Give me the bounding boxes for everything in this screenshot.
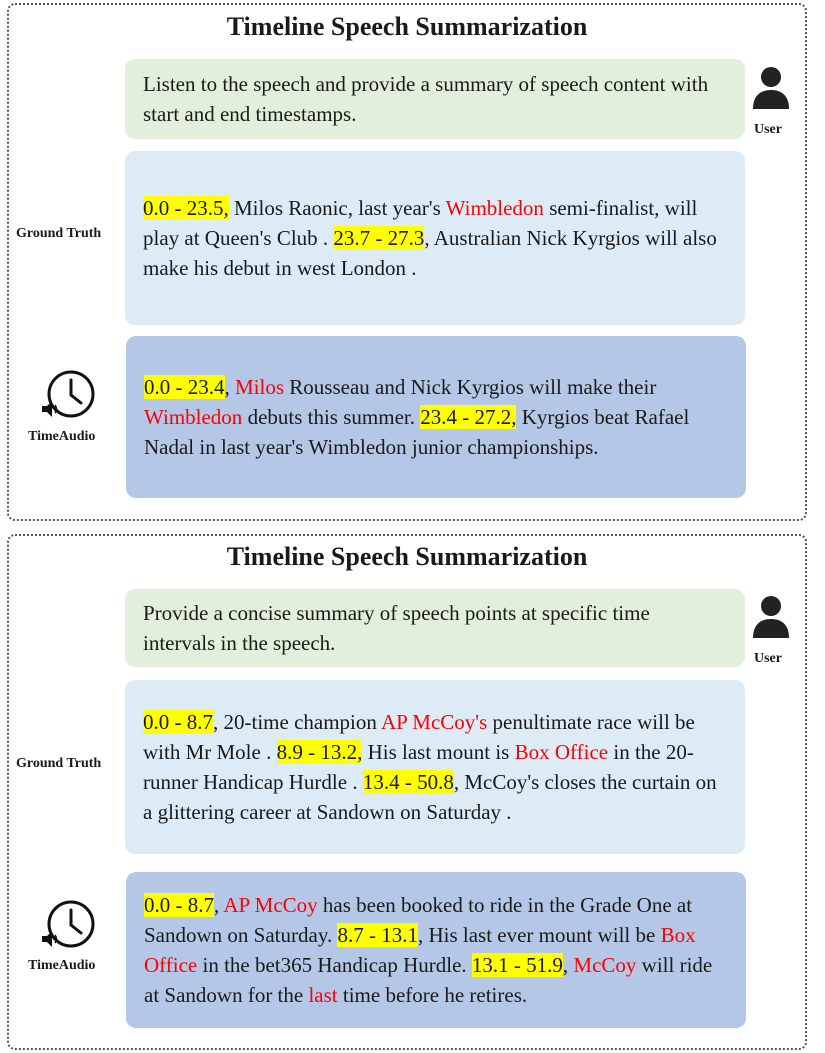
emphasis-text: Box Office bbox=[514, 740, 609, 764]
user-icon bbox=[751, 65, 791, 113]
user-prompt-bubble bbox=[125, 589, 745, 667]
timeaudio-bubble bbox=[126, 336, 746, 498]
timestamp-highlight: 0.0 - 8.7 bbox=[144, 893, 214, 917]
example-panel-2 bbox=[7, 534, 807, 1050]
summary-text: will ride at Sandown for the bbox=[144, 953, 713, 1007]
summary-text: , Australian Nick Kyrgios will also make his debut in west London . bbox=[143, 226, 717, 280]
ground-truth-text bbox=[143, 193, 727, 283]
ground-truth-label: Ground Truth bbox=[16, 756, 102, 771]
timestamp-highlight: 8.7 - 13.1 bbox=[337, 923, 418, 947]
timestamp-highlight: 0.0 - 23.4 bbox=[144, 375, 225, 399]
emphasis-text: last bbox=[308, 983, 338, 1007]
timestamp-highlight: 23.7 - 27.3 bbox=[333, 226, 425, 250]
ground-truth-label: Ground Truth bbox=[16, 226, 102, 241]
ground-truth-bubble bbox=[125, 151, 745, 325]
summary-text: semi-finalist, will play at Queen's Club . bbox=[143, 196, 698, 250]
panel-title: Timeline Speech Summarization bbox=[226, 12, 588, 41]
summary-text: in the bet365 Handicap Hurdle. bbox=[197, 953, 472, 977]
user-prompt-bubble bbox=[125, 59, 745, 139]
summary-text: , His last ever mount will be bbox=[417, 923, 661, 947]
summary-text: Milos Raonic, last year's bbox=[228, 196, 446, 220]
summary-text: Kyrgios beat Rafael Nadal in last year's Wimbledon junior championships. bbox=[144, 405, 690, 459]
clock-speaker-icon bbox=[37, 899, 97, 955]
summary-text: time before he retires. bbox=[337, 983, 528, 1007]
user-prompt-text: Listen to the speech and provide a summary of speech content with start and end timestamps. bbox=[143, 72, 709, 126]
emphasis-text: Wimbledon bbox=[144, 405, 243, 429]
summary-text: in the 20-runner Handicap Hurdle . bbox=[143, 740, 694, 794]
timeaudio-text bbox=[144, 890, 728, 1010]
timestamp-highlight: 8.9 - 13.2, bbox=[276, 740, 363, 764]
user-label: User bbox=[754, 122, 782, 137]
timestamp-highlight: 0.0 - 8.7 bbox=[143, 710, 213, 734]
user-prompt-text: Provide a concise summary of speech points at specific time intervals in the speech. bbox=[143, 601, 650, 655]
timestamp-highlight: 23.4 - 27.2, bbox=[420, 405, 517, 429]
summary-text: , bbox=[224, 375, 235, 399]
timestamp-highlight: 13.4 - 50.8 bbox=[362, 770, 454, 794]
timeaudio-bubble bbox=[126, 872, 746, 1028]
summary-text: has been booked to ride in the Grade One at Sandown on Saturday. bbox=[144, 893, 693, 947]
timeaudio-label: TimeAudio bbox=[28, 429, 96, 444]
summary-text: debuts this summer. bbox=[242, 405, 421, 429]
summary-text: , McCoy's closes the curtain on a glittering career at Sandown on Saturday . bbox=[143, 770, 717, 824]
timestamp-highlight: 0.0 - 23.5, bbox=[143, 196, 229, 220]
timeaudio-label: TimeAudio bbox=[28, 958, 96, 973]
summary-text: , bbox=[214, 893, 224, 917]
clock-speaker-icon bbox=[37, 369, 97, 425]
summary-text: , bbox=[562, 953, 574, 977]
example-panel-1 bbox=[7, 3, 807, 521]
user-icon bbox=[751, 594, 791, 642]
emphasis-text: Wimbledon bbox=[445, 196, 544, 220]
emphasis-text: Milos bbox=[235, 375, 285, 399]
emphasis-text: Box Office bbox=[144, 923, 696, 977]
summary-text: penultimate race will be with Mr Mole . bbox=[143, 710, 695, 764]
ground-truth-bubble bbox=[125, 680, 745, 854]
ground-truth-text bbox=[143, 707, 727, 827]
summary-text: , 20-time champion bbox=[213, 710, 381, 734]
panel-title: Timeline Speech Summarization bbox=[226, 542, 588, 571]
timestamp-highlight: 13.1 - 51.9 bbox=[471, 953, 563, 977]
emphasis-text: AP McCoy bbox=[223, 893, 318, 917]
summary-text: His last mount is bbox=[362, 740, 515, 764]
user-label: User bbox=[754, 651, 782, 666]
summary-text: Rousseau and Nick Kyrgios will make their bbox=[284, 375, 657, 399]
emphasis-text: AP McCoy's bbox=[380, 710, 488, 734]
timeaudio-text bbox=[144, 372, 728, 462]
emphasis-text: McCoy bbox=[573, 953, 637, 977]
